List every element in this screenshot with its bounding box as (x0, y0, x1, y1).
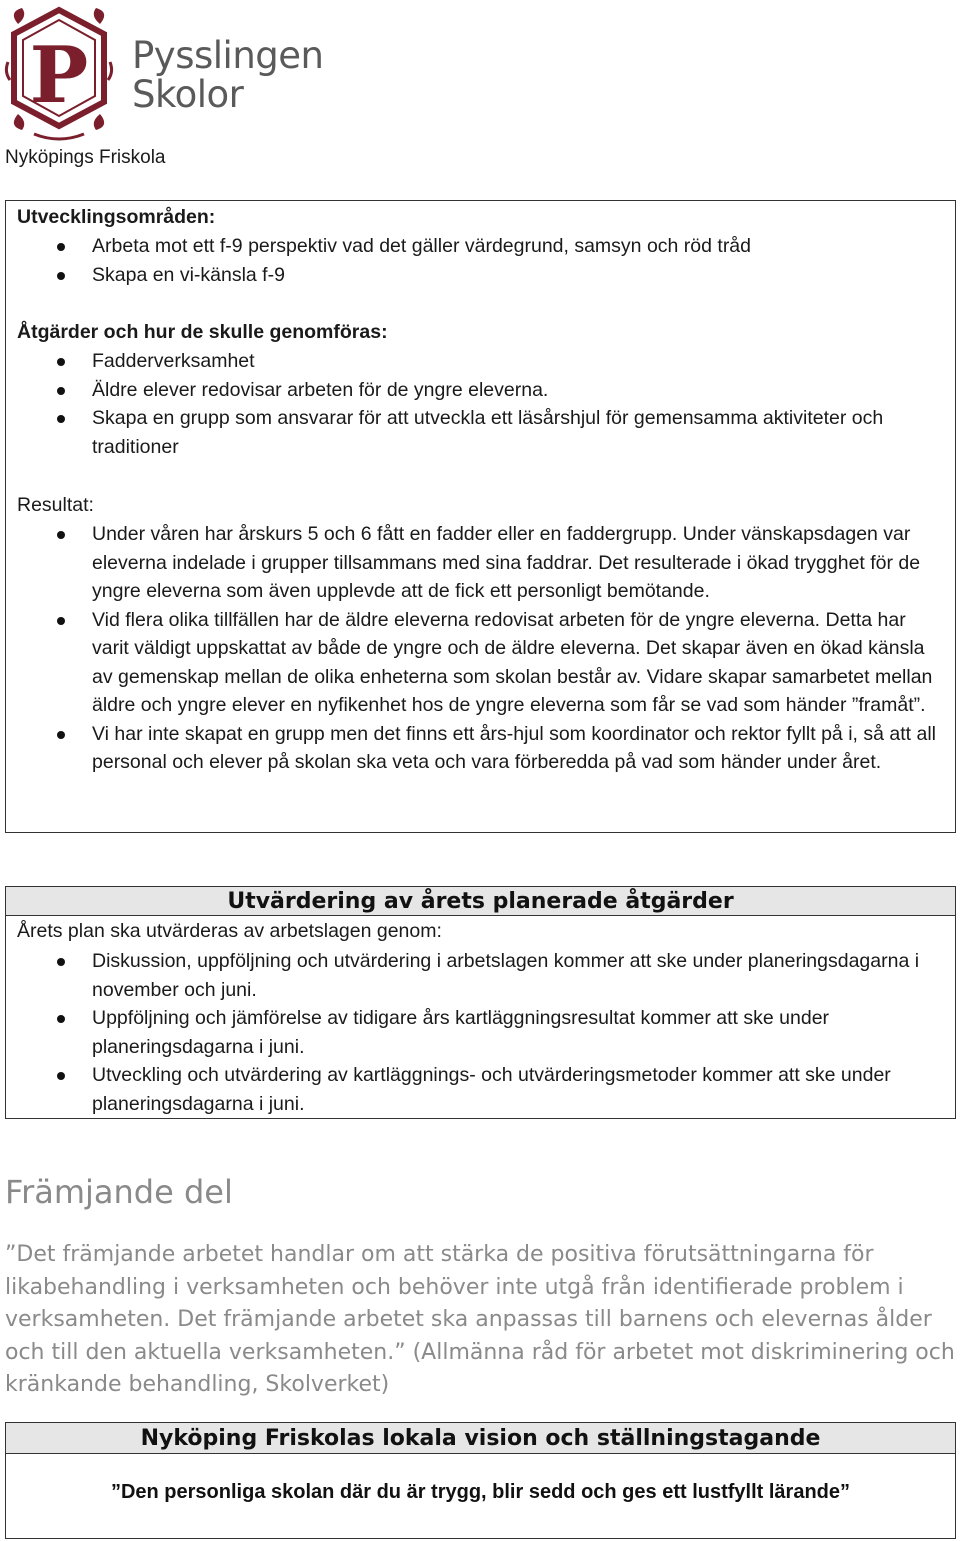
list-item: Vid flera olika tillfällen har de äldre eleverna redovisat arbeten för de yngre eleverna. Detta har varit väldigt uppskattat av både de yngre och de äldre eleverna. Det skapar även en ökad känsla av gemenskap mellan de olika enheterna som skolan består av. Vidare skapar samarbetet mellan äldre och yngre elever en nyfikenhet hos de yngre eleverna som får se vad som händer ”framåt”. (6, 606, 955, 720)
list-item: Uppföljning och jämförelse av tidigare års kartläggningsresultat kommer att ske under planeringsdagarna i juni. (6, 1004, 955, 1061)
evaluation-title: Utvärdering av årets planerade åtgärder (6, 887, 955, 916)
school-name: Nyköpings Friskola (5, 147, 166, 168)
list-item: Arbeta mot ett f-9 perspektiv vad det gäller värdegrund, samsyn och röd tråd (6, 232, 955, 261)
framjande-quote: ”Det främjande arbetet handlar om att stärka de positiva förutsättningarna för likabehandling i verksamheten och behöver inte utgå från identifierade problem i verksamheten. Det främjande arbetet ska anpassas till barnens och elevernas ålder och till den aktuella verksamheten.” (Allmänna råd för arbetet mot diskriminering och kränkande behandling, Skolverket) (5, 1242, 955, 1397)
vision-box (5, 1422, 956, 1539)
development-box (5, 200, 956, 833)
logo-letter: P (29, 30, 89, 121)
list-item: Fadderverksamhet (6, 347, 955, 376)
logo-wordmark (132, 36, 323, 114)
utvecklingsomraden-list (6, 232, 955, 289)
framjande-title: Främjande del (5, 1173, 233, 1211)
list-item: Äldre elever redovisar arbeten för de yngre eleverna. (6, 376, 955, 405)
evaluation-list (6, 947, 955, 1118)
list-item: Skapa en vi-känsla f-9 (6, 261, 955, 290)
list-item: Vi har inte skapat en grupp men det finns ett års-hjul som koordinator och rektor fyllt på i, så att all personal och elever på skolan ska veta och vara förberedda på vad som händer under året. (6, 720, 955, 777)
resultat-list (6, 520, 955, 777)
logo-line1: Pysslingen (132, 34, 324, 77)
atgarder-heading: Åtgärder och hur de skulle genomföras: (17, 321, 388, 343)
vision-text: ”Den personliga skolan där du är trygg, blir sedd och ges ett lustfyllt lärande” (110, 1481, 851, 1503)
pysslingen-logo (4, 2, 334, 147)
evaluation-intro: Årets plan ska utvärderas av arbetslagen genom: (17, 920, 442, 942)
evaluation-box (5, 886, 956, 1119)
resultat-heading: Resultat: (17, 494, 94, 516)
vision-title: Nyköping Friskolas lokala vision och ställningstagande (6, 1423, 955, 1454)
list-item: Skapa en grupp som ansvarar för att utveckla ett läsårshjul för gemensamma aktiviteter och traditioner (6, 404, 955, 461)
logo-emblem-icon (4, 2, 124, 147)
list-item: Under våren har årskurs 5 och 6 fått en fadder eller en faddergrupp. Under vänskapsdagen var eleverna indelade i grupper tillsammans med sina faddrar. Det resulterade i ökad trygghet för de yngre eleverna som även upplevde att de fick ett personligt bemötande. (6, 520, 955, 606)
list-item: Diskussion, uppföljning och utvärdering i arbetslagen kommer att ske under planeringsdagarna i november och juni. (6, 947, 955, 1004)
utvecklingsomraden-heading: Utvecklingsområden: (17, 206, 216, 228)
logo-line2: Skolor (132, 73, 244, 116)
atgarder-list (6, 347, 955, 461)
list-item: Utveckling och utvärdering av kartläggnings- och utvärderingsmetoder kommer att ske under planeringsdagarna i juni. (6, 1061, 955, 1118)
